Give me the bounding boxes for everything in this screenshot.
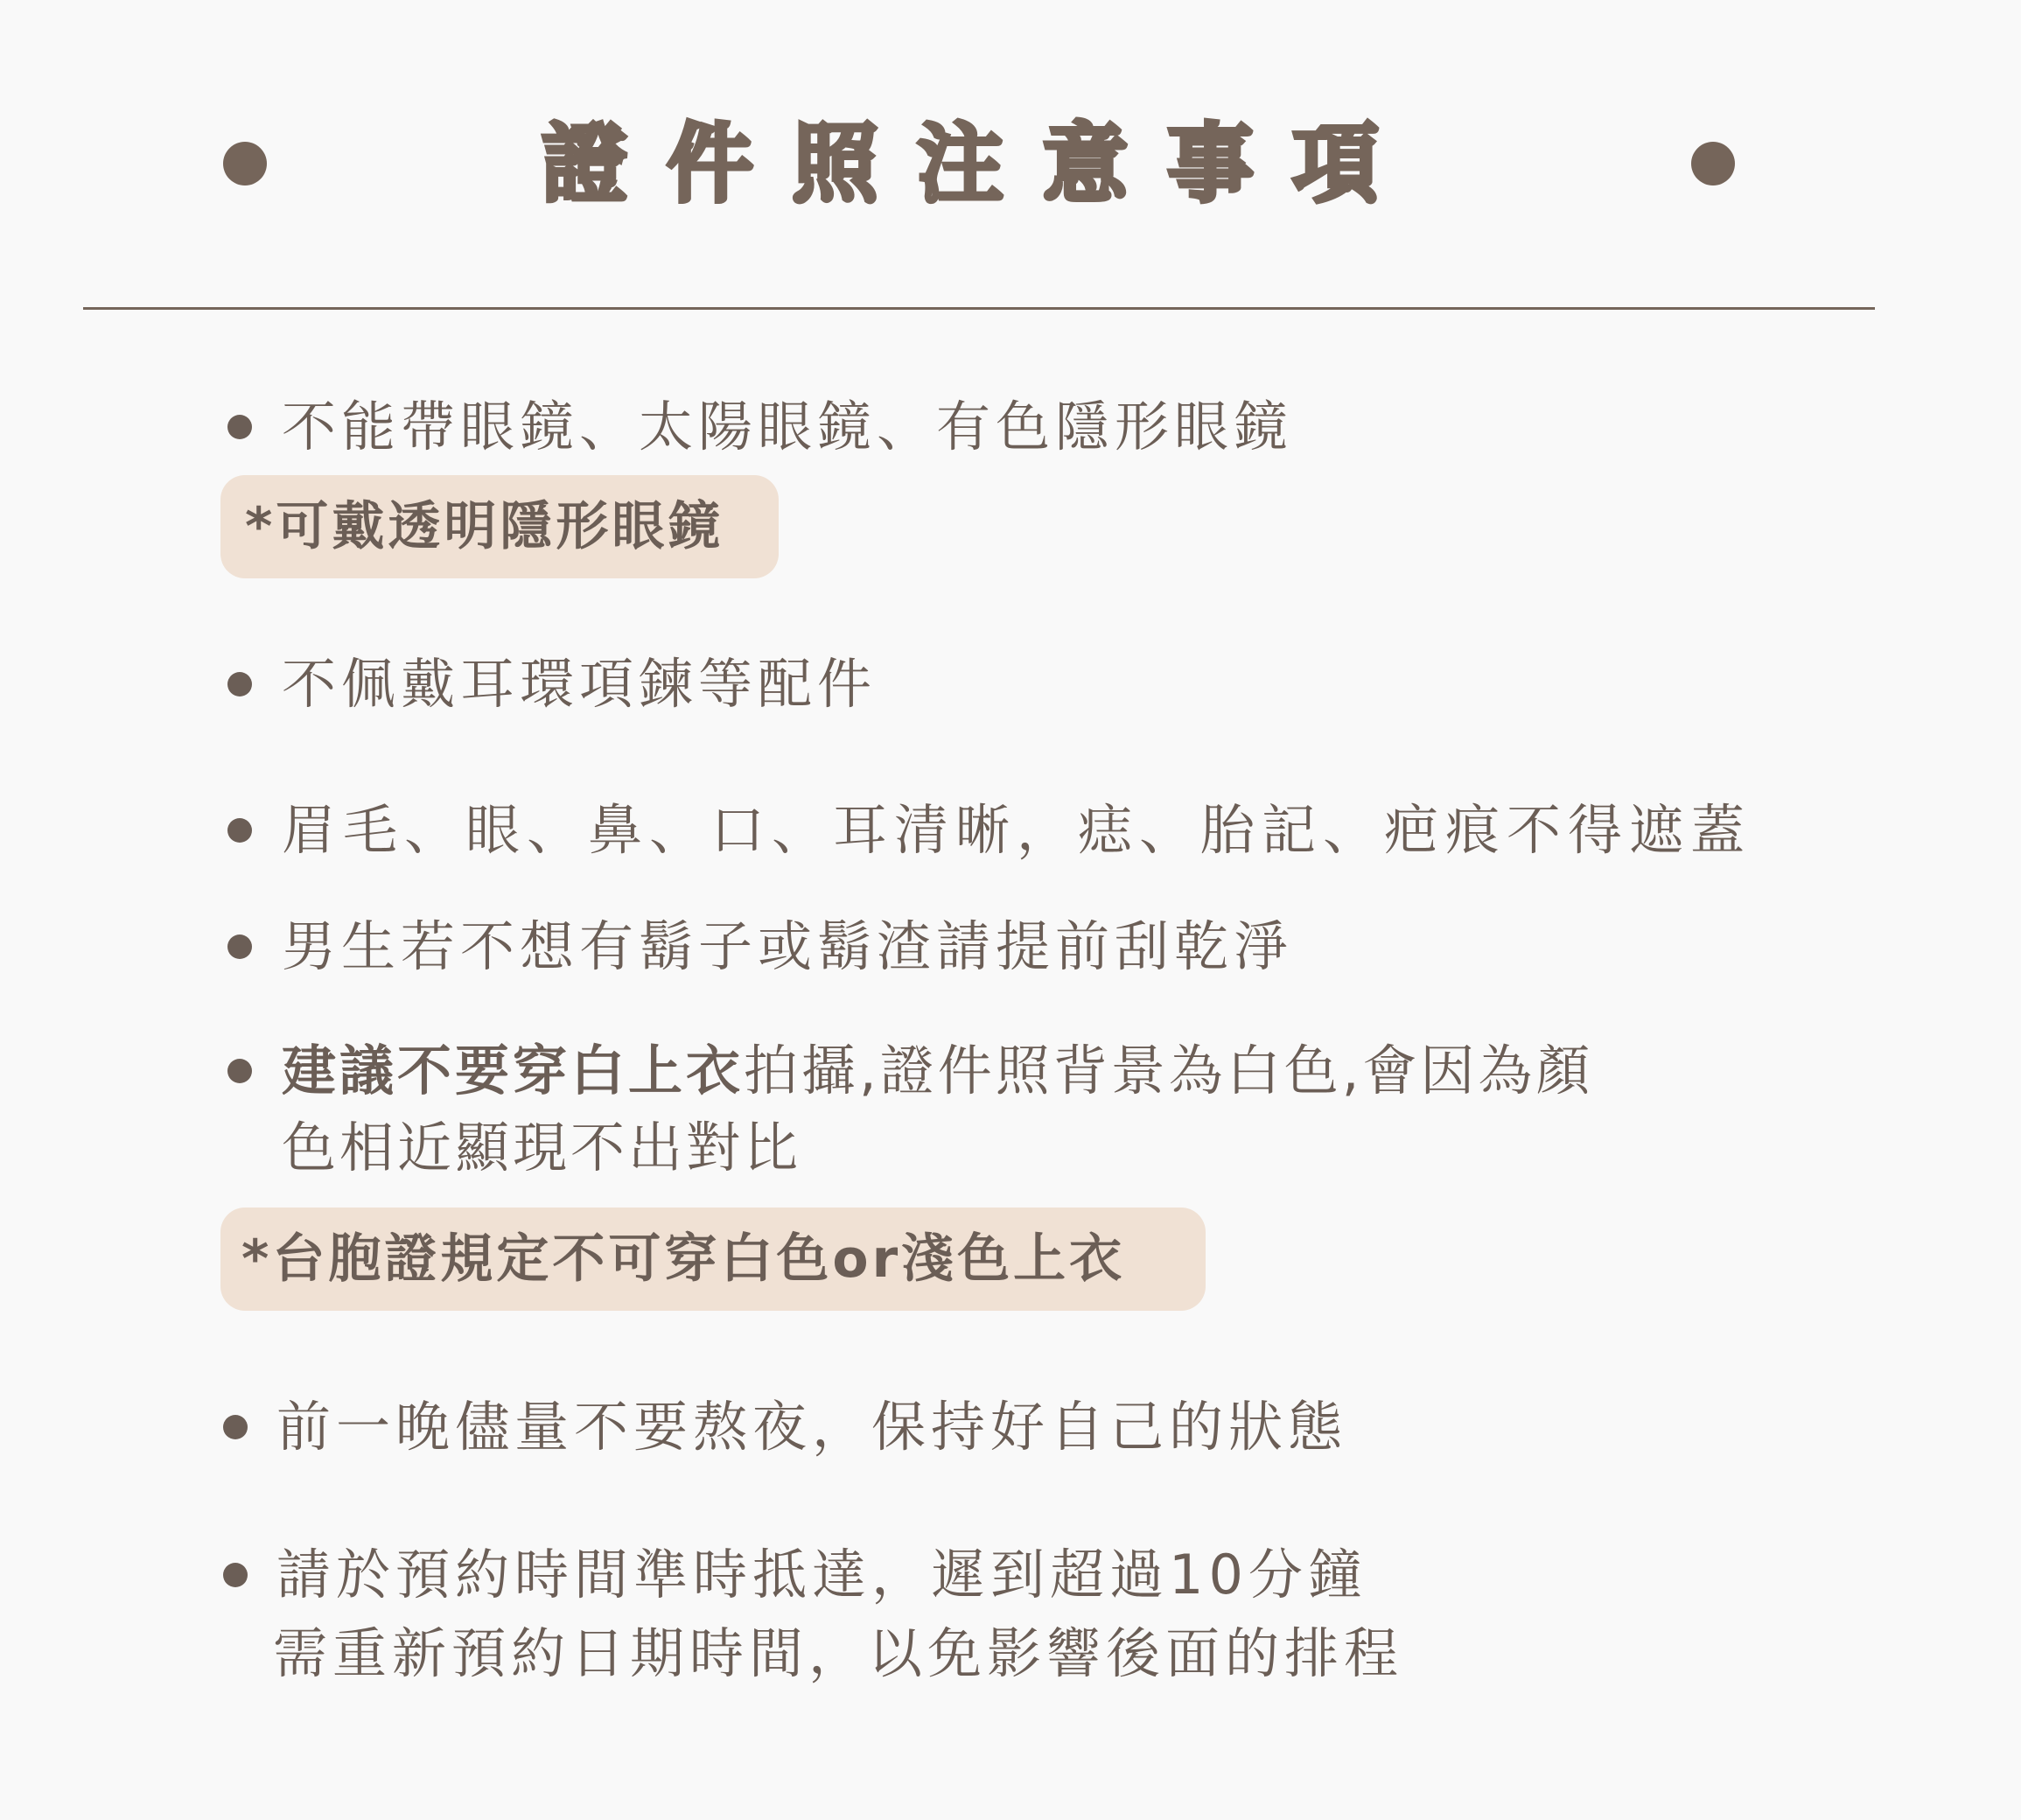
bullet-icon bbox=[227, 818, 252, 843]
item-text bbox=[282, 1036, 1593, 1106]
item-rest-text: 拍攝,證件照背景為白色,會因為顏 bbox=[744, 1039, 1594, 1102]
bullet-icon bbox=[223, 1415, 248, 1439]
item-text: 男生若不想有鬍子或鬍渣請提前刮乾淨 bbox=[282, 914, 1294, 978]
item-text-continued: 色相近顯現不出對比 bbox=[282, 1116, 802, 1180]
bullet-icon bbox=[227, 672, 252, 696]
item-text-continued: 需重新預約日期時間，以免影響後面的排程 bbox=[273, 1621, 1404, 1685]
header-dot-right bbox=[1691, 142, 1735, 186]
note-clear-contacts bbox=[220, 475, 779, 578]
title-divider bbox=[83, 307, 1875, 310]
item-text: 不能帶眼鏡、太陽眼鏡、有色隱形眼鏡 bbox=[282, 395, 1294, 458]
bullet-icon bbox=[223, 1563, 248, 1587]
page-title: 證件照注意事項 bbox=[542, 115, 1418, 214]
bullet-icon bbox=[227, 934, 252, 959]
bullet-icon bbox=[227, 1059, 252, 1083]
item-text: 眉毛、眼、鼻、口、耳清晰，痣、胎記、疤痕不得遮蓋 bbox=[282, 798, 1752, 862]
note-text: *台胞證規定不可穿白色or淺色上衣 bbox=[241, 1228, 1126, 1290]
bullet-icon bbox=[227, 415, 252, 439]
item-text: 請於預約時間準時抵達，遲到超過10分鐘 bbox=[276, 1543, 1367, 1606]
note-text: *可戴透明隱形眼鏡 bbox=[245, 496, 724, 557]
item-text: 不佩戴耳環項鍊等配件 bbox=[282, 652, 878, 716]
note-taiwan-permit bbox=[220, 1208, 1206, 1311]
item-text: 前一晚儘量不要熬夜，保持好自己的狀態 bbox=[276, 1395, 1348, 1459]
item-bold-text: 建議不要穿白上衣 bbox=[282, 1039, 745, 1102]
